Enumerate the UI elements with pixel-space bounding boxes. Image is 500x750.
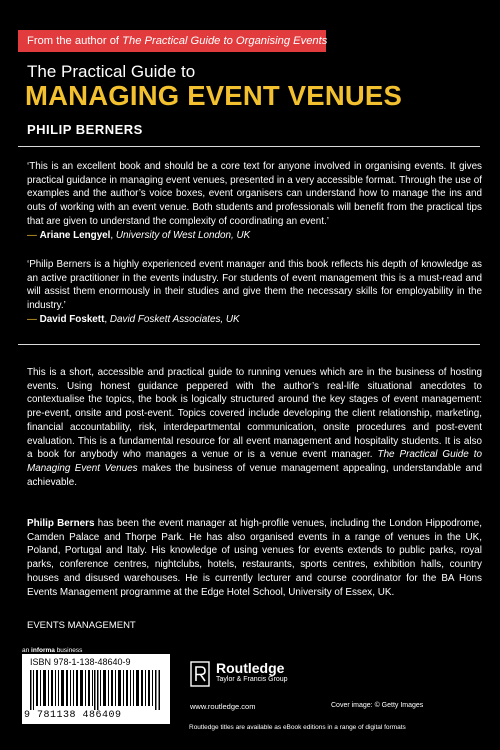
reviewer-affiliation: University of West London, UK: [115, 229, 251, 241]
isbn-label: ISBN 978-1-138-48640-9: [30, 657, 131, 667]
quote-text: ‘This is an excellent book and should be a core text for anyone involved in organising events. It gives practical guidance in managing event venues, presented in a very accessible format. Through the use of examples and the author’s voice boxes, event organisers can understand how to manage the ins and outs of working with an event venue. Both students and professionals will benefit from the practical tips that are given to understand the complexity of coordinating an event.’: [27, 161, 482, 227]
title-main: MANAGING EVENT VENUES: [25, 80, 403, 111]
ebook-footer-note: Routledge titles are available as eBook editions in a range of digital formats: [189, 724, 406, 731]
informa-business-line: [22, 647, 82, 654]
reviewer-name: Ariane Lengyel: [39, 229, 111, 241]
banner-text: [27, 35, 327, 47]
bio-name: Philip Berners: [27, 518, 95, 529]
book-description: [27, 366, 482, 489]
divider-top: [18, 146, 480, 147]
dash: —: [27, 313, 40, 325]
review-quote-2: [27, 258, 482, 327]
publisher-url[interactable]: www.routledge.com: [190, 702, 256, 711]
publisher-name: Routledge: [216, 660, 285, 676]
description-main: This is a short, accessible and practical guide to running venues which are in the business of hosting events. Using honest guidance peppered with the author’s real-life situational anecdotes to contextualise the topics, the book is logically structured around the key stages of event management: pre-event, onsite and post-event. Topics covered include developing the client relationship, marketing, financial accountability, risk, interdepartmental communication, onsite procedures and post-event evaluation. This is a fundamental resource for all event management and hospitality students. It is also a book for anybody who manages a venue or is a venue event manager.: [27, 367, 482, 461]
routledge-logo-icon: [190, 661, 210, 687]
reviewer-affiliation: David Foskett Associates, UK: [109, 313, 240, 325]
author-banner: [18, 30, 326, 52]
author-name: PHILIP BERNERS: [27, 122, 143, 137]
divider-middle: [18, 344, 480, 345]
informa-brand: informa: [31, 647, 55, 654]
bio-text: has been the event manager at high-profile venues, including the London Hippodrome, Camden Palace and Thorpe Park. He has also organised events in a range of venues in the UK, Poland, Portugal and Italy. His knowledge of using venues for events extends to public parks, royal parks, conference centres, nightclubs, hotels, restaurants, sports centres, exhibition halls, country houses and disused warehouses. He is currently lecturer and course coordinator for the BA Hons Events Management programme at the Edge Hotel School, University of Essex, UK.: [27, 518, 482, 598]
quote-attribution: — David Foskett, David Foskett Associates, UK: [27, 313, 240, 325]
description-book-title: The Practical Guide to Managing Event Venues: [27, 449, 482, 474]
review-quote-1: [27, 160, 482, 242]
barcode-panel: [22, 654, 170, 724]
reviewer-name: David Foskett: [39, 313, 105, 325]
quote-attribution: — Ariane Lengyel, University of West London, UK: [27, 229, 251, 241]
dash: —: [27, 229, 40, 241]
publisher-group: Taylor & Francis Group: [216, 676, 288, 683]
informa-prefix: an: [22, 647, 32, 654]
cover-image-credit: Cover image: © Getty Images: [331, 702, 424, 709]
barcode-number: 9 781138 486409: [24, 710, 122, 721]
banner-prefix: From the author of: [27, 35, 123, 47]
quote-text: ‘Philip Berners is a highly experienced event manager and this book reflects his depth of knowledge as an active practitioner in the events industry. For students of event management this is a must-read and will assist them enormously in their studies and give them the necessary skills for employability in the industry.’: [27, 259, 482, 312]
informa-suffix: business: [54, 647, 83, 654]
subject-category: EVENTS MANAGEMENT: [27, 620, 136, 631]
description-end: makes the business of venue management appealing, understandable and achievable.: [27, 462, 482, 488]
barcode-icon: [30, 670, 162, 710]
title-small: The Practical Guide to: [27, 62, 196, 81]
banner-book-title: The Practical Guide to Organising Events: [122, 35, 328, 47]
author-bio: [27, 517, 482, 599]
